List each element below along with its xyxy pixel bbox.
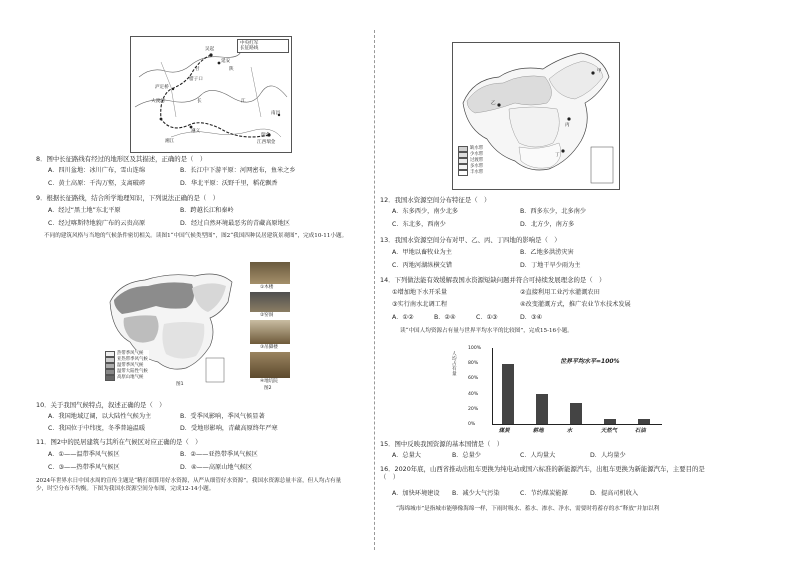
legend-item: 缺水带 bbox=[458, 146, 483, 152]
q14-option-a[interactable]: A．①② bbox=[392, 314, 414, 321]
q13-option-d[interactable]: D．丁地干旱少雨为主 bbox=[520, 262, 581, 269]
q9-option-a[interactable]: A．经过“黑土地”东北平原 bbox=[48, 207, 121, 214]
q8-option-a[interactable]: A．四川盆地：冰川广布，雪山连绵 bbox=[48, 167, 146, 174]
question-13-stem: 13．我国水资源空间分布对甲、乙、丙、丁四地的影响是（ ） bbox=[380, 236, 561, 244]
q10-option-c[interactable]: C．我国位于中纬度，冬季普遍温暖 bbox=[48, 425, 146, 432]
q10-option-b[interactable]: B．受季风影响，季风气候显著 bbox=[180, 413, 265, 420]
intro-12-14: 2024年世界水日中国水周的宣传主题是“精打细算用好水资源，从严从细管好水资源”。我国水资源总量丰富，但人均占有量少，时空分布不均衡。下图为我国水资源空间分布图，完成12-14小题。 bbox=[36, 478, 342, 492]
q8-option-c[interactable]: C．黄土高原：千沟万壑，支离破碎 bbox=[48, 180, 146, 187]
chart-tick-label: 80% bbox=[468, 361, 479, 367]
map3-label-ding: 丁 bbox=[555, 153, 560, 158]
q11-option-b[interactable]: B．②——亚热带季风气候区 bbox=[180, 451, 258, 458]
question-11-stem: 11．图2中的民居建筑与其所在气候区对应正确的是（ ） bbox=[36, 438, 202, 446]
q9-option-c[interactable]: C．经过喀斯特地貌广布的云贵高原 bbox=[48, 220, 146, 227]
photo-2 bbox=[250, 292, 290, 312]
chart-tick-label: 60% bbox=[468, 376, 479, 382]
question-12-stem: 12．我国水资源空间分布特征是（ ） bbox=[380, 196, 491, 204]
q11-option-a[interactable]: A．①——温带季风气候区 bbox=[48, 451, 120, 458]
photo-2-label: ②窑洞 bbox=[260, 313, 274, 318]
photo-3 bbox=[250, 320, 290, 344]
q14-option-d[interactable]: D．③④ bbox=[520, 314, 543, 321]
q16-option-b[interactable]: B．减少大气污染 bbox=[452, 490, 500, 497]
chart-tick-label: 0% bbox=[468, 422, 476, 427]
place-label: 吴起 bbox=[205, 47, 215, 52]
question-16-stem: 16．2020年底，山西省推动出租车更换为纯电动或国六标准的新能源汽车，出租车更换为新能源汽车，主要目的是（ ） bbox=[380, 465, 705, 481]
legend-item: 高原山地气候 bbox=[105, 375, 148, 381]
q14-item-1: ①增加地下水开采量 bbox=[392, 289, 448, 296]
place-label: 延安 bbox=[221, 59, 231, 64]
q8-option-b[interactable]: B．长江中下游平原：河网密布，鱼米之乡 bbox=[180, 167, 296, 174]
chart-category-label: 耕地 bbox=[532, 428, 544, 434]
map3-label-bing: 丙 bbox=[565, 123, 570, 128]
chart-axis-y bbox=[492, 348, 493, 424]
climate-map bbox=[100, 262, 240, 390]
place-label: 江西瑞金 bbox=[257, 140, 276, 145]
place-label: 长 bbox=[197, 99, 202, 104]
q15-option-c[interactable]: C．人均量大 bbox=[520, 452, 556, 459]
q15-option-d[interactable]: D．人均量少 bbox=[590, 452, 626, 459]
place-label: 江 bbox=[241, 99, 246, 104]
intro-sponge-city: “海绵城市”是指城市能够像海绵一样，下雨时吸水、蓄水、渗水、净水，需要时将蓄存的水“释放”并加以利 bbox=[396, 506, 660, 512]
q16-option-a[interactable]: A．加快环境建设 bbox=[392, 490, 440, 497]
q13-option-a[interactable]: A．甲地以畜牧业为主 bbox=[392, 249, 452, 256]
chart-category-label: 石油 bbox=[634, 428, 646, 434]
place-label: 大渡河 bbox=[151, 99, 165, 104]
chart-bar bbox=[502, 364, 514, 424]
q14-item-2: ②直接利用工业污水灌溉农田 bbox=[520, 289, 600, 296]
q9-option-b[interactable]: B．跨越长江和秦岭 bbox=[180, 207, 234, 214]
figure-2-label: 图2 bbox=[264, 386, 272, 391]
resource-chart bbox=[452, 342, 672, 434]
legend-item: 亚热带季风气候 bbox=[105, 357, 148, 363]
chart-bar bbox=[536, 394, 548, 424]
question-15-stem: 15．图中反映我国资源的基本国情是（ ） bbox=[380, 440, 504, 448]
q12-option-a[interactable]: A．东多西少，南少北多 bbox=[392, 208, 459, 215]
q11-option-c[interactable]: C．③——热带季风气候区 bbox=[48, 464, 120, 471]
column-divider bbox=[374, 30, 375, 550]
photo-1 bbox=[250, 262, 290, 284]
q16-option-c[interactable]: C．节约煤炭能源 bbox=[520, 490, 568, 497]
legend-item: 少水带 bbox=[458, 152, 483, 158]
place-label: 陕 bbox=[229, 67, 234, 72]
q13-option-b[interactable]: B．乙地多洪涝灾害 bbox=[520, 249, 574, 256]
intro-15-16: 读“中国人均资源占有量与世界平均水平的比较图”，完成15-16小题。 bbox=[400, 328, 573, 334]
legend-item: 温带大陆性气候 bbox=[105, 369, 148, 375]
place-label: 瑞金 bbox=[261, 133, 271, 138]
legend-item: 温带季风气候 bbox=[105, 363, 148, 369]
q15-option-a[interactable]: A．总量大 bbox=[392, 452, 421, 459]
q10-option-a[interactable]: A．我国地域辽阔，以大陆性气候为主 bbox=[48, 413, 152, 420]
chart-ylabel: 人均占有量 bbox=[452, 352, 457, 377]
map3-label-yi: 乙 bbox=[491, 101, 496, 106]
place-label: 甘 bbox=[195, 67, 200, 72]
place-label: 南昌 bbox=[271, 111, 281, 116]
place-label: 湘江 bbox=[165, 139, 175, 144]
chart-category-label: 煤炭 bbox=[498, 428, 510, 434]
question-8-stem: 8．图中长征路线有经过的地形区及其描述，正确的是（ ） bbox=[36, 155, 207, 163]
place-label: 遵义 bbox=[191, 129, 201, 134]
question-14-stem: 14．下列做法能有效缓解我国水资源短缺问题并符合可持续发展理念的是（ ） bbox=[380, 276, 606, 284]
question-9-stem: 9．根据长征路线，结合所学地理知识，下列说法正确的是（ ） bbox=[36, 194, 220, 202]
chart-tick-label: 100% bbox=[468, 346, 482, 351]
question-10-stem: 10．关于我国气候特点，叙述正确的是（ ） bbox=[36, 401, 166, 409]
legend-item: 热带季风气候 bbox=[105, 351, 148, 357]
water-legend bbox=[457, 145, 484, 177]
photo-4 bbox=[250, 352, 290, 378]
photo-1-label: ①木楼 bbox=[260, 285, 274, 290]
chart-axis-x bbox=[492, 424, 662, 425]
water-resource-map bbox=[452, 42, 620, 190]
q8-option-d[interactable]: D．华北平原：沃野千里，稻花飘香 bbox=[180, 180, 278, 187]
q15-option-b[interactable]: B．总量少 bbox=[452, 452, 481, 459]
q16-option-d[interactable]: D．提高司机收入 bbox=[590, 490, 639, 497]
place-label: 腊子口 bbox=[189, 77, 203, 82]
legend-item: 丰水带 bbox=[458, 170, 483, 176]
chart-tick-label: 40% bbox=[468, 391, 479, 397]
q12-option-d[interactable]: D．北方少，南方多 bbox=[520, 221, 575, 228]
q14-option-b[interactable]: B．②④ bbox=[434, 314, 456, 321]
q10-option-d[interactable]: D．受地形影响，青藏高原终年严寒 bbox=[180, 425, 278, 432]
chart-bar bbox=[638, 419, 650, 424]
q9-option-d[interactable]: D．经过自然环境最恶劣的青藏高原地区 bbox=[180, 220, 290, 227]
chart-category-label: 水 bbox=[566, 428, 573, 434]
legend-item: 多水带 bbox=[458, 164, 483, 170]
map1-legend-line1: 中央红军 bbox=[240, 41, 259, 46]
q14-item-4: ④改变灌溉方式，推广农业节水技术发展 bbox=[520, 301, 631, 308]
q12-option-c[interactable]: C．东北多，西南少 bbox=[392, 221, 446, 228]
climate-figure bbox=[100, 262, 292, 394]
intro-10-11: 不同的建筑风格与当地的气候条件密切相关。读图1“中国气候类型图”，图2“我国四种民居建筑景观图”，完成10-11小题。 bbox=[44, 233, 348, 239]
map1-legend bbox=[237, 39, 289, 53]
photo-4-label: ④地坑院 bbox=[260, 379, 278, 384]
q12-option-b[interactable]: B．西多东少，北多南少 bbox=[520, 208, 587, 215]
q14-option-c[interactable]: C．①③ bbox=[476, 314, 498, 321]
map1-legend-line2: 长征路线 bbox=[240, 46, 259, 51]
map3-label-jia: 甲 bbox=[597, 69, 602, 74]
chart-bar bbox=[604, 419, 616, 424]
figure-1-label: 图1 bbox=[176, 382, 184, 387]
q13-option-c[interactable]: C．丙地河湖纵横交错 bbox=[392, 262, 453, 269]
photo-3-label: ③吊脚楼 bbox=[260, 345, 278, 350]
legend-item: 过渡带 bbox=[458, 158, 483, 164]
q14-item-3: ③实行南水北调工程 bbox=[392, 301, 448, 308]
chart-title: 世界平均水平=100% bbox=[560, 358, 620, 365]
climate-legend bbox=[104, 350, 149, 382]
long-march-map bbox=[130, 36, 292, 153]
chart-bar bbox=[570, 403, 582, 424]
chart-category-label: 天然气 bbox=[600, 428, 617, 434]
q11-option-d[interactable]: D．④——高原山地气候区 bbox=[180, 464, 253, 471]
place-label: 泸定桥 bbox=[155, 85, 169, 90]
chart-tick-label: 20% bbox=[468, 406, 479, 412]
